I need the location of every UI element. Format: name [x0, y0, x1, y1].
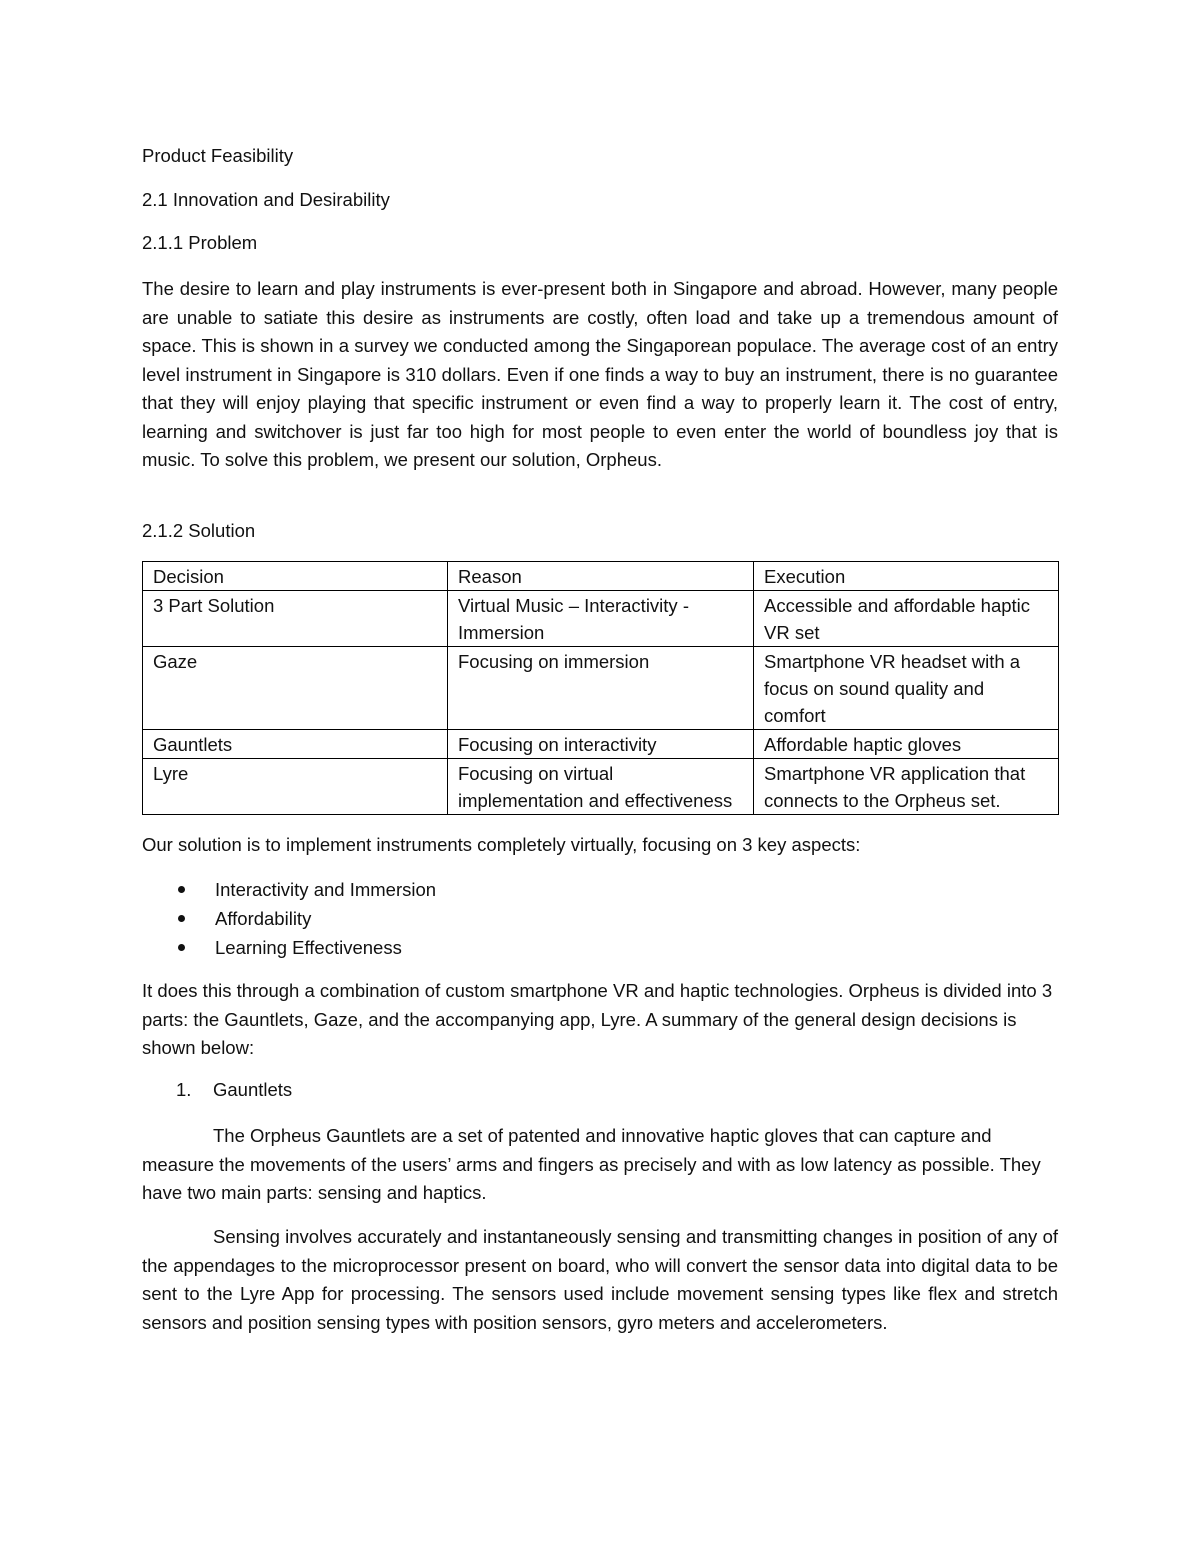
item-label: Gauntlets	[213, 1079, 293, 1100]
list-item-label: Affordability	[215, 908, 312, 929]
bullet-icon	[178, 944, 185, 951]
table-header-cell: Reason	[448, 562, 754, 591]
list-item	[142, 933, 436, 962]
table-cell: Virtual Music – Interactivity - Immersion	[448, 591, 754, 647]
table-cell: Focusing on interactivity	[448, 730, 754, 759]
table-row	[143, 591, 1059, 647]
table-cell: Lyre	[143, 759, 448, 815]
table-row	[143, 759, 1059, 815]
item-number: 1.	[176, 1079, 192, 1100]
table-cell: Gauntlets	[143, 730, 448, 759]
bullet-icon	[178, 886, 185, 893]
list-item-label: Learning Effectiveness	[215, 937, 402, 958]
list-item	[142, 904, 436, 933]
table-row	[143, 647, 1059, 730]
list-item-label: Interactivity and Immersion	[215, 879, 437, 900]
sensing-paragraph: Sensing involves accurately and instantaneously sensing and transmitting changes in position of any of the appendages to the microprocessor present on board, who will convert the sensor data into digital data to be sent to the Lyre App for processing. The sensors used include movement sensing types like flex and stretch sensors and position sensing types with position sensors, gyro meters and accelerometers.	[142, 1226, 1058, 1333]
table-row	[143, 730, 1059, 759]
problem-heading: 2.1.1 Problem	[142, 232, 258, 253]
aspects-list	[142, 875, 436, 962]
table-header-cell: Execution	[754, 562, 1059, 591]
solution-table	[142, 561, 1059, 815]
table-header-cell: Decision	[143, 562, 448, 591]
section-heading: 2.1 Innovation and Desirability	[142, 189, 390, 210]
combination-paragraph: It does this through a combination of custom smartphone VR and haptic technologies. Orpheus is divided into 3 parts: the Gauntlets, Gaze, and the accompanying app, Lyre. A summary of the general design decisions is shown below:	[142, 980, 1053, 1058]
table-cell: Gaze	[143, 647, 448, 730]
table-cell: Focusing on virtual implementation and effectiveness	[448, 759, 754, 815]
table-cell: Accessible and affordable haptic VR set	[754, 591, 1059, 647]
table-cell: Affordable haptic gloves	[754, 730, 1059, 759]
gauntlets-paragraph: The Orpheus Gauntlets are a set of patented and innovative haptic gloves that can capture and measure the movements of the users’ arms and fingers as precisely and with as low latency as possible. They have two main parts: sensing and haptics.	[142, 1125, 1041, 1203]
solution-intro: Our solution is to implement instruments completely virtually, focusing on 3 key aspects:	[142, 834, 861, 855]
table-header-row	[143, 562, 1059, 591]
table-cell: Smartphone VR application that connects to the Orpheus set.	[754, 759, 1059, 815]
table-cell: 3 Part Solution	[143, 591, 448, 647]
table-cell: Focusing on immersion	[448, 647, 754, 730]
bullet-icon	[178, 915, 185, 922]
solution-heading: 2.1.2 Solution	[142, 520, 256, 541]
problem-paragraph: The desire to learn and play instruments is ever-present both in Singapore and abroad. However, many people are unable to satiate this desire as instruments are costly, often load and take up a tremendous amount of space. This is shown in a survey we conducted among the Singaporean populace. The average cost of an entry level instrument in Singapore is 310 dollars. Even if one finds a way to buy an instrument, there is no guarantee that they will enjoy playing that specific instrument or even find a way to properly learn it. The cost of entry, learning and switchover is just far too high for most people to even enter the world of boundless joy that is music. To solve this problem, we present our solution, Orpheus.	[142, 278, 1058, 470]
document-title: Product Feasibility	[142, 145, 294, 166]
table-cell: Smartphone VR headset with a focus on sound quality and comfort	[754, 647, 1059, 730]
list-item	[142, 875, 436, 904]
